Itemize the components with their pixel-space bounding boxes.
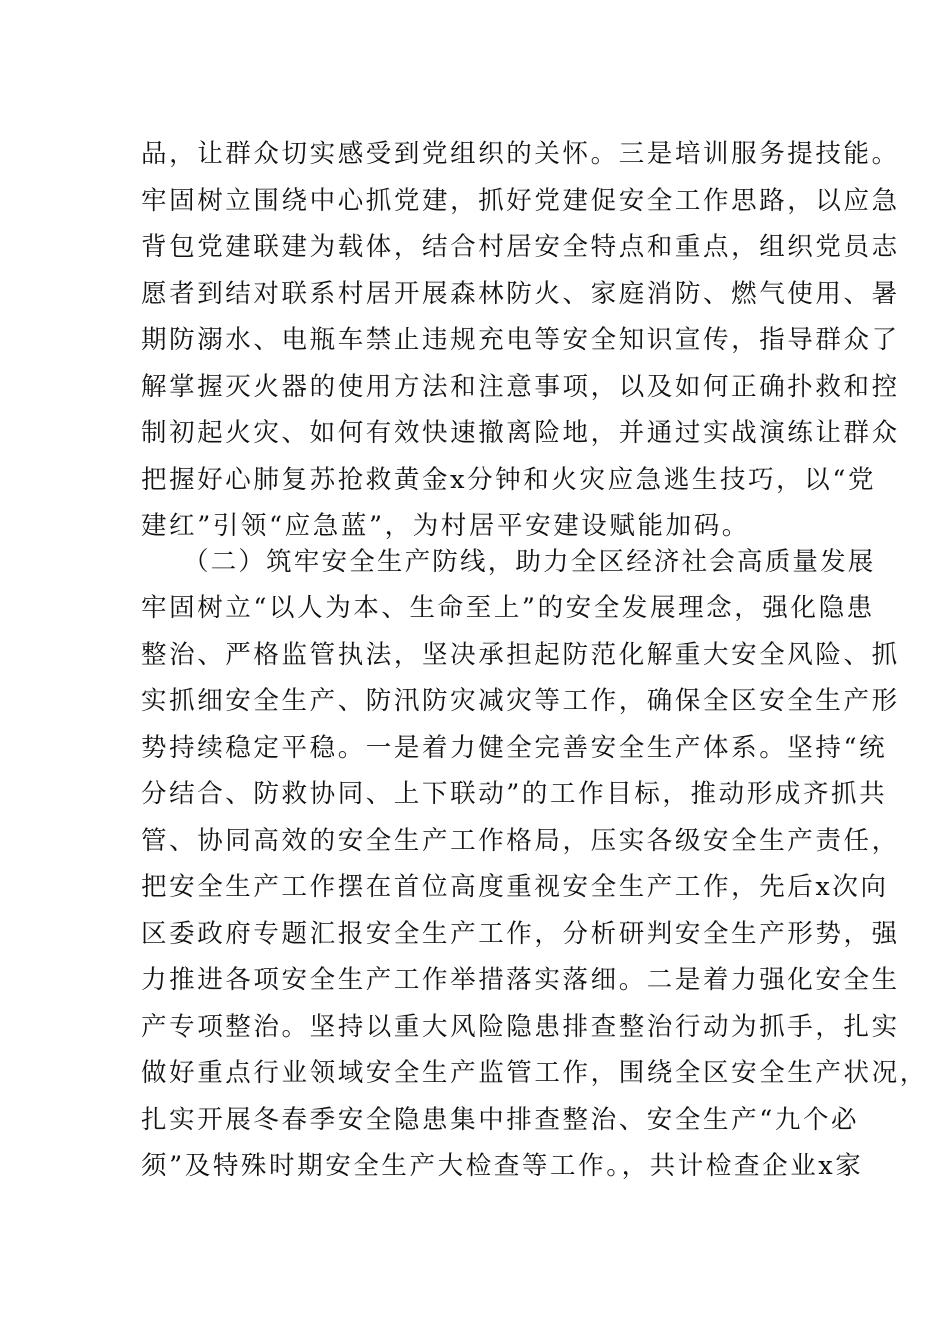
paragraph-2 [141,588,928,1238]
paragraph-2-line-7: 把安全生产工作摆在首位高度重视安全生产工作，先后x次向 [141,872,889,902]
paragraph-1-line-9: 建红”引领“应急蓝”，为村居平安建设赋能加码。 [141,511,750,541]
paragraph-1 [141,134,900,554]
paragraph-1-line-8: 把握好心肺复苏抢救黄金x分钟和火灾应急逃生技巧，以“党 [141,464,877,495]
paragraph-2-line-3: 实抓细安全生产、防汛防灾减灾等工作，确保全区安全生产形 [141,686,900,716]
paragraph-2-line-9: 力推进各项安全生产工作举措落实落细。二是着力强化安全生 [141,965,900,995]
paragraph-2-line-2: 整治、严格监管执法，坚决承担起防范化解重大安全风险、抓 [141,639,900,670]
paragraph-1-line-7: 制初起火灾、如何有效快速撤离险地，并通过实战演练让群众 [141,418,900,448]
paragraph-2-line-4: 势持续稳定平稳。一是着力健全完善安全生产体系。坚持“统 [141,732,888,763]
paragraph-2-line-12: 扎实开展冬春季安全隐患集中排查整治、安全生产“九个必 [141,1104,860,1135]
paragraph-2-line-10: 产专项整治。坚持以重大风险隐患排查整治行动为抓手，扎实 [141,1011,900,1042]
paragraph-2-line-13: 须”及特殊时期安全生产大检查等工作。，共计检查企业x家 [141,1151,864,1181]
paragraph-1-line-4: 愿者到结对联系村居开展森林防火、家庭消防、燃气使用、暑 [141,278,900,309]
paragraph-2-line-11: 做好重点行业领域安全生产监管工作，围绕全区安全生产状况， [141,1058,928,1088]
paragraph-1-line-5: 期防溺水、电瓶车禁止违规充电等安全知识宣传，指导群众了 [141,325,900,355]
paragraph-2-line-8: 区委政府专题汇报安全生产工作，分析研判安全生产形势，强 [141,918,900,949]
paragraph-2-line-5: 分结合、防救协同、上下联动”的工作目标，推动形成齐抓共 [141,779,888,809]
paragraph-1-line-3: 背包党建联建为载体，结合村居安全特点和重点，组织党员志 [141,232,900,262]
paragraph-1-line-1: 品，让群众切实感受到党组织的关怀。三是培训服务提技能。 [141,139,900,169]
paragraph-2-line-1: 牢固树立“以人为本、生命至上”的安全发展理念，强化隐患 [141,593,875,623]
paragraph-1-line-6: 解掌握灭火器的使用方法和注意事项，以及如何正确扑救和控 [141,371,900,402]
paragraph-1-line-2: 牢固树立围绕中心抓党建，抓好党建促安全工作思路，以应急 [141,185,900,216]
paragraph-2-line-6: 管、协同高效的安全生产工作格局，压实各级安全生产责任， [141,825,900,856]
section-heading: （二）筑牢安全生产防线，助力全区经济社会高质量发展 [183,547,876,577]
